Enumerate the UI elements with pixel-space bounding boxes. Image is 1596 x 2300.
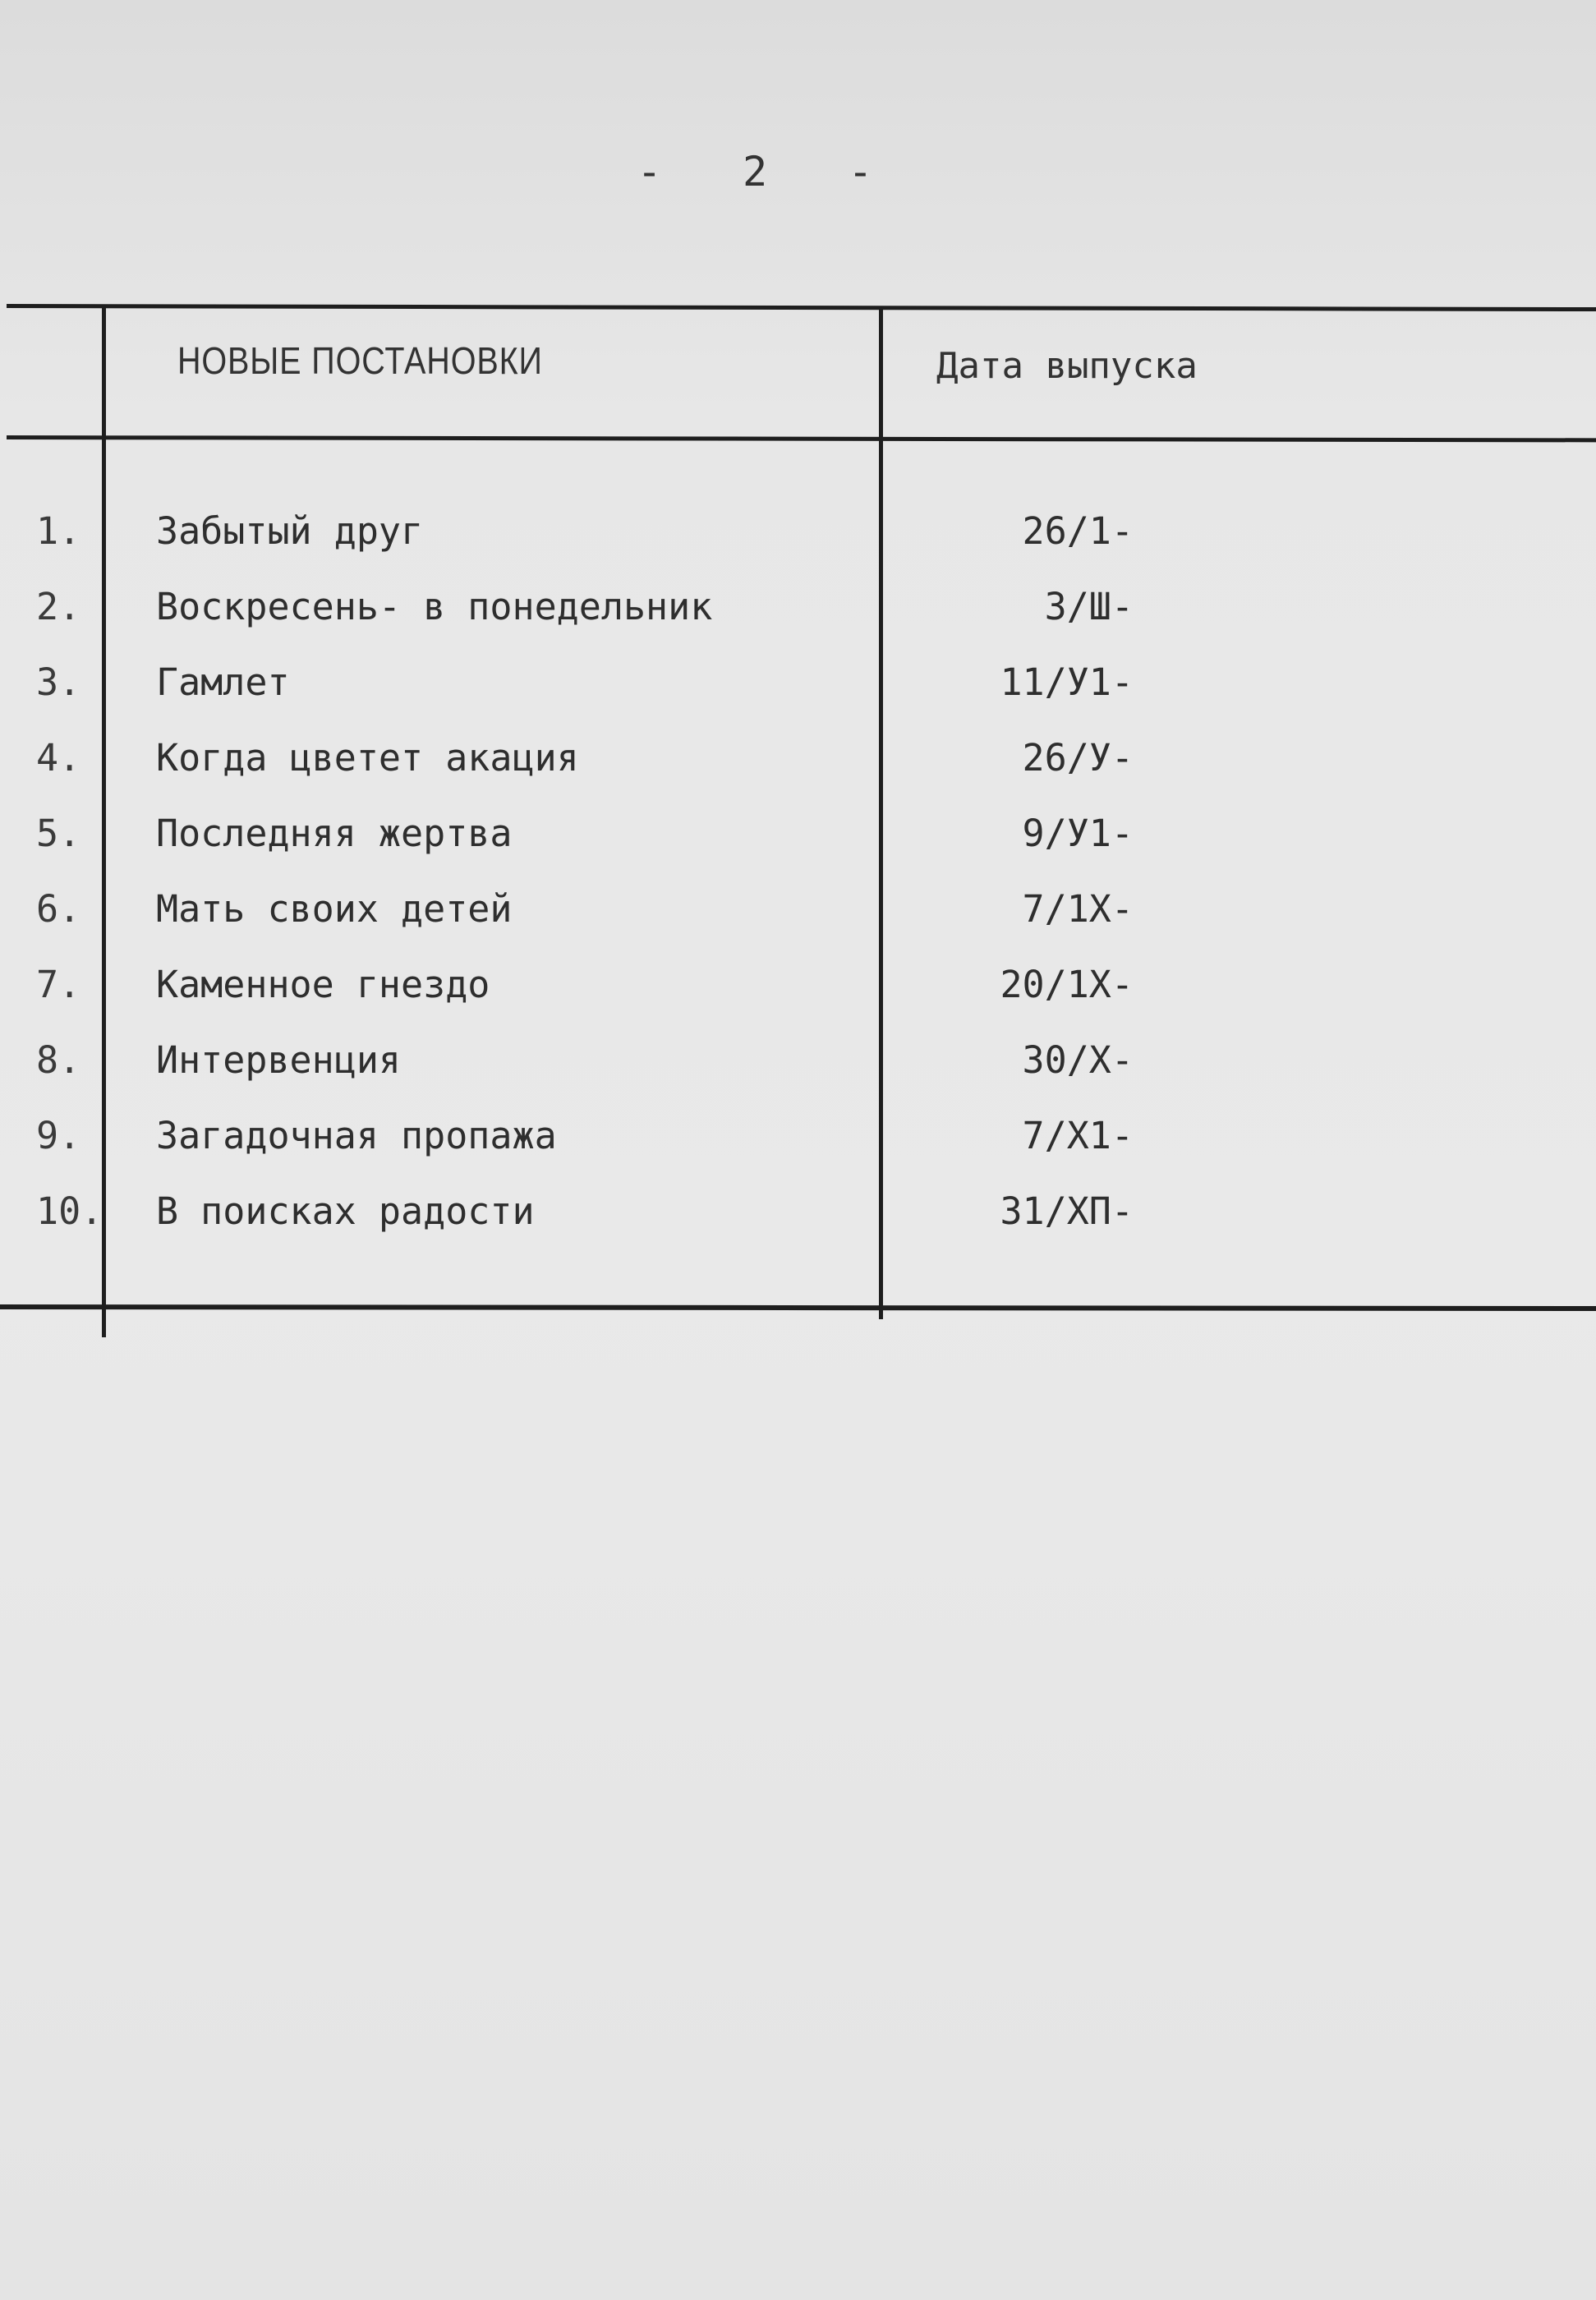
header-title: НОВЫЕ ПОСТАНОВКИ bbox=[177, 339, 543, 382]
row-date: 7/Х1- bbox=[1022, 1114, 1134, 1157]
header-date: Дата выпуска bbox=[936, 345, 1198, 387]
table-row bbox=[0, 729, 1596, 805]
row-number: 5. bbox=[36, 812, 81, 855]
row-title: Гамлет bbox=[156, 660, 290, 704]
row-title: Мать своих детей bbox=[156, 887, 513, 931]
page-number: - 2 - bbox=[637, 148, 875, 196]
table-row bbox=[0, 1107, 1596, 1183]
row-date: 30/Х- bbox=[1022, 1038, 1134, 1082]
row-title: Загадочная пропажа bbox=[156, 1114, 557, 1157]
row-number: 3. bbox=[36, 660, 81, 704]
table-row bbox=[0, 881, 1596, 956]
row-number: 4. bbox=[36, 736, 81, 780]
row-number: 8. bbox=[36, 1038, 81, 1082]
row-number: 9. bbox=[36, 1114, 81, 1157]
table-row bbox=[0, 503, 1596, 578]
row-date: 20/1Х- bbox=[1000, 963, 1134, 1006]
row-date: 9/У1- bbox=[1022, 812, 1134, 855]
table-row bbox=[0, 654, 1596, 729]
row-number: 6. bbox=[36, 887, 81, 931]
row-title: Забытый друг bbox=[156, 509, 424, 553]
row-number: 1. bbox=[36, 509, 81, 553]
table-row bbox=[0, 578, 1596, 654]
table-row bbox=[0, 805, 1596, 881]
row-date: 11/У1- bbox=[1000, 660, 1134, 704]
table-row bbox=[0, 1032, 1596, 1107]
row-date: 3/Ш- bbox=[1044, 585, 1134, 628]
row-number: 7. bbox=[36, 963, 81, 1006]
row-title: Воскресень- в понедельник bbox=[156, 585, 713, 628]
table-row bbox=[0, 1183, 1596, 1258]
row-number: 10. bbox=[36, 1189, 103, 1233]
row-title: В поисках радости bbox=[156, 1189, 535, 1233]
table-row bbox=[0, 956, 1596, 1032]
row-title: Каменное гнездо bbox=[156, 963, 490, 1006]
row-date: 7/1Х- bbox=[1022, 887, 1134, 931]
row-title: Когда цветет акация bbox=[156, 736, 579, 780]
row-title: Интервенция bbox=[156, 1038, 402, 1082]
row-title: Последняя жертва bbox=[156, 812, 513, 855]
row-date: 31/ХП- bbox=[1000, 1189, 1134, 1233]
row-date: 26/1- bbox=[1022, 509, 1134, 553]
row-number: 2. bbox=[36, 585, 81, 628]
row-date: 26/У- bbox=[1022, 736, 1134, 780]
